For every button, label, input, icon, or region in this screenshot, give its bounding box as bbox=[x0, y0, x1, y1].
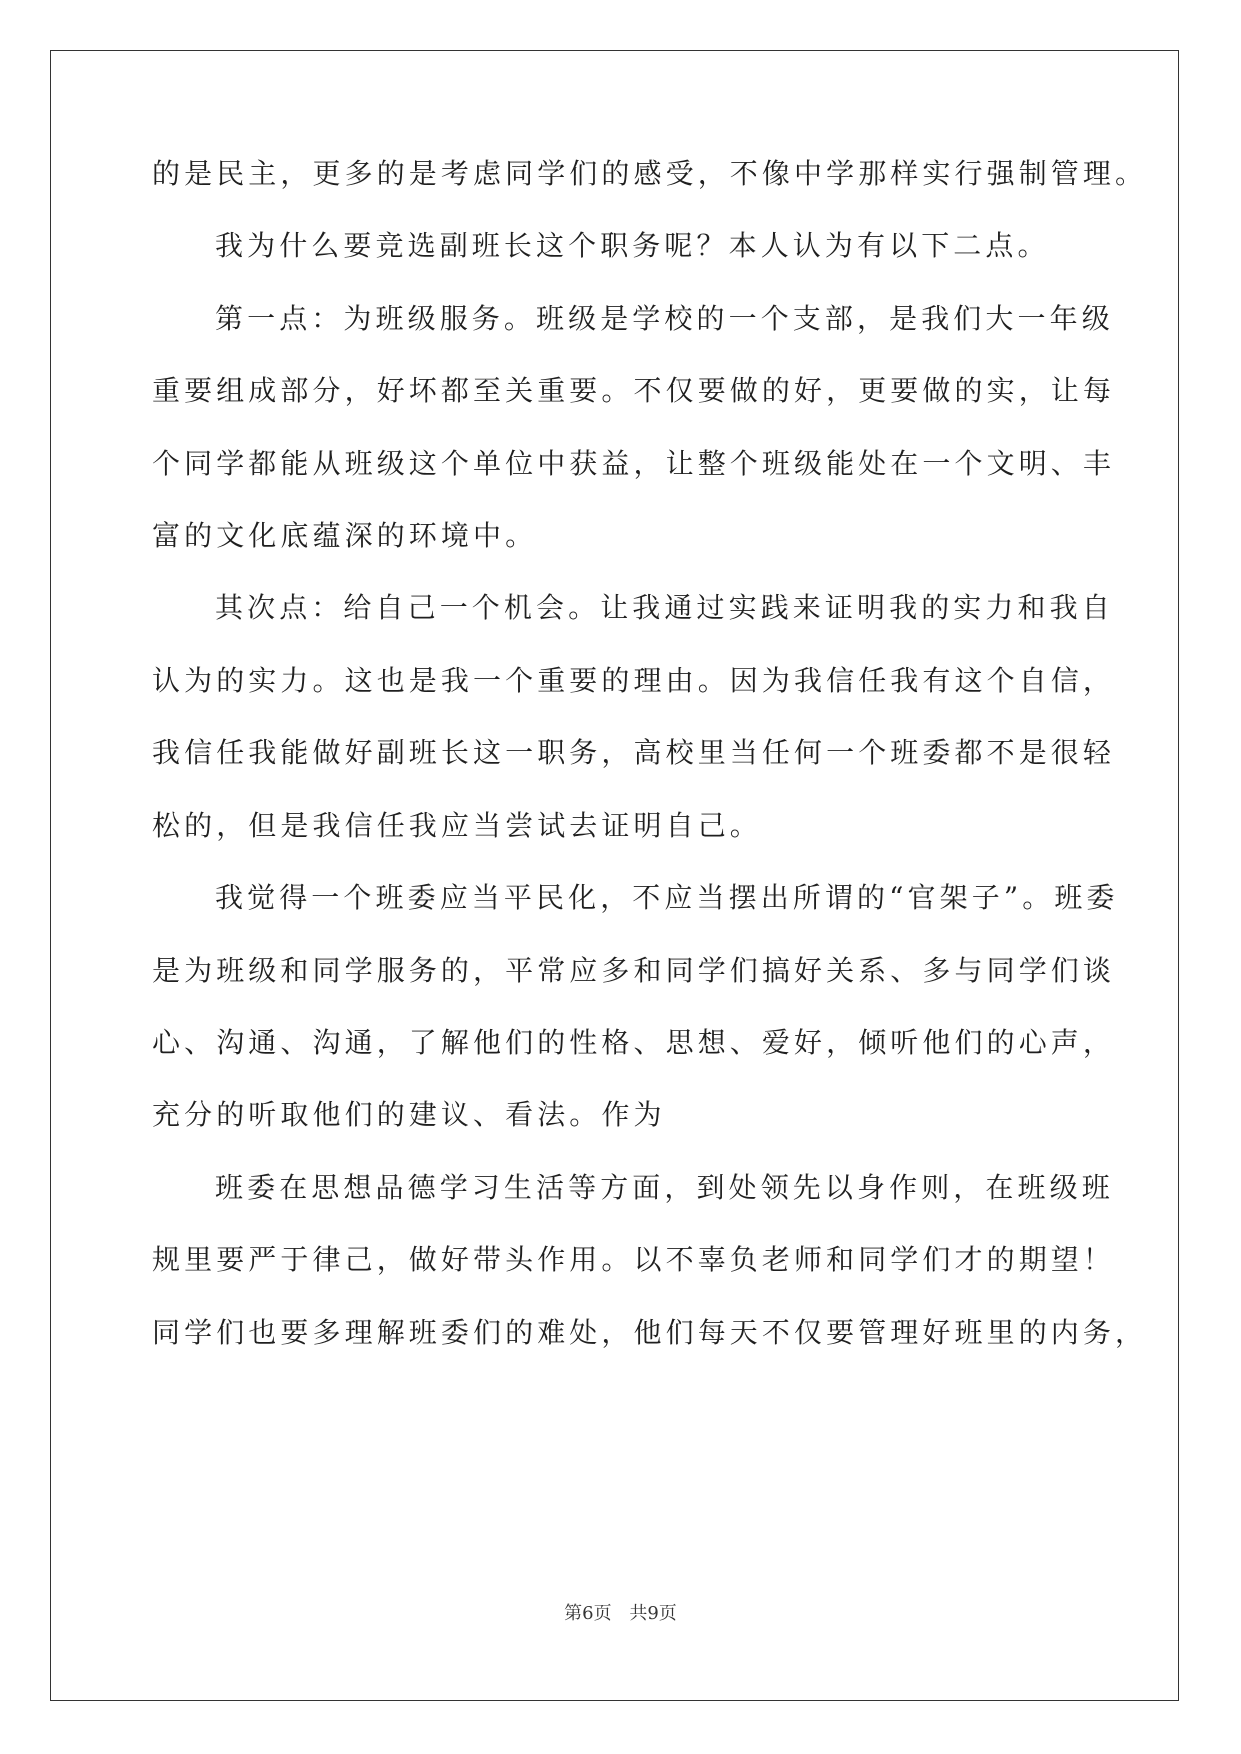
text-line: 富的文化底蕴深的环境中。 bbox=[152, 519, 538, 552]
text-line: 班委在思想品德学习生活等方面，到处领先以身作则，在班级班 bbox=[215, 1171, 1114, 1204]
text-line: 个同学都能从班级这个单位中获益，让整个班级能处在一个文明、丰 bbox=[152, 447, 1116, 480]
text-line: 第一点：为班级服务。班级是学校的一个支部，是我们大一年级 bbox=[215, 302, 1114, 335]
text-line: 我为什么要竞选副班长这个职务呢？本人认为有以下二点。 bbox=[215, 229, 1050, 262]
text-line: 认为的实力。这也是我一个重要的理由。因为我信任我有这个自信， bbox=[152, 664, 1116, 697]
text-line: 松的，但是我信任我应当尝试去证明自己。 bbox=[152, 809, 762, 842]
text-line: 其次点：给自己一个机会。让我通过实践来证明我的实力和我自 bbox=[215, 591, 1114, 624]
text-line: 重要组成部分，好坏都至关重要。不仅要做的好，更要做的实，让每 bbox=[152, 374, 1116, 407]
page-footer bbox=[0, 1599, 1241, 1625]
text-line: 我觉得一个班委应当平民化，不应当摆出所谓的“官架子”。班委 bbox=[215, 881, 1119, 914]
text-line: 同学们也要多理解班委们的难处，他们每天不仅要管理好班里的内务， bbox=[152, 1316, 1148, 1349]
text-line: 的是民主，更多的是考虑同学们的感受，不像中学那样实行强制管理。 bbox=[152, 157, 1148, 190]
page-number: 第6页 bbox=[564, 1603, 612, 1624]
page-border bbox=[50, 50, 1179, 1701]
text-line: 我信任我能做好副班长这一职务，高校里当任何一个班委都不是很轻 bbox=[152, 736, 1116, 769]
page-total: 共9页 bbox=[629, 1603, 677, 1624]
text-line: 充分的听取他们的建议、看法。作为 bbox=[152, 1098, 666, 1131]
text-line: 是为班级和同学服务的，平常应多和同学们搞好关系、多与同学们谈 bbox=[152, 954, 1116, 987]
text-line: 规里要严于律己，做好带头作用。以不辜负老师和同学们才的期望！ bbox=[152, 1243, 1116, 1276]
text-line: 心、沟通、沟通，了解他们的性格、思想、爱好，倾听他们的心声， bbox=[152, 1026, 1116, 1059]
